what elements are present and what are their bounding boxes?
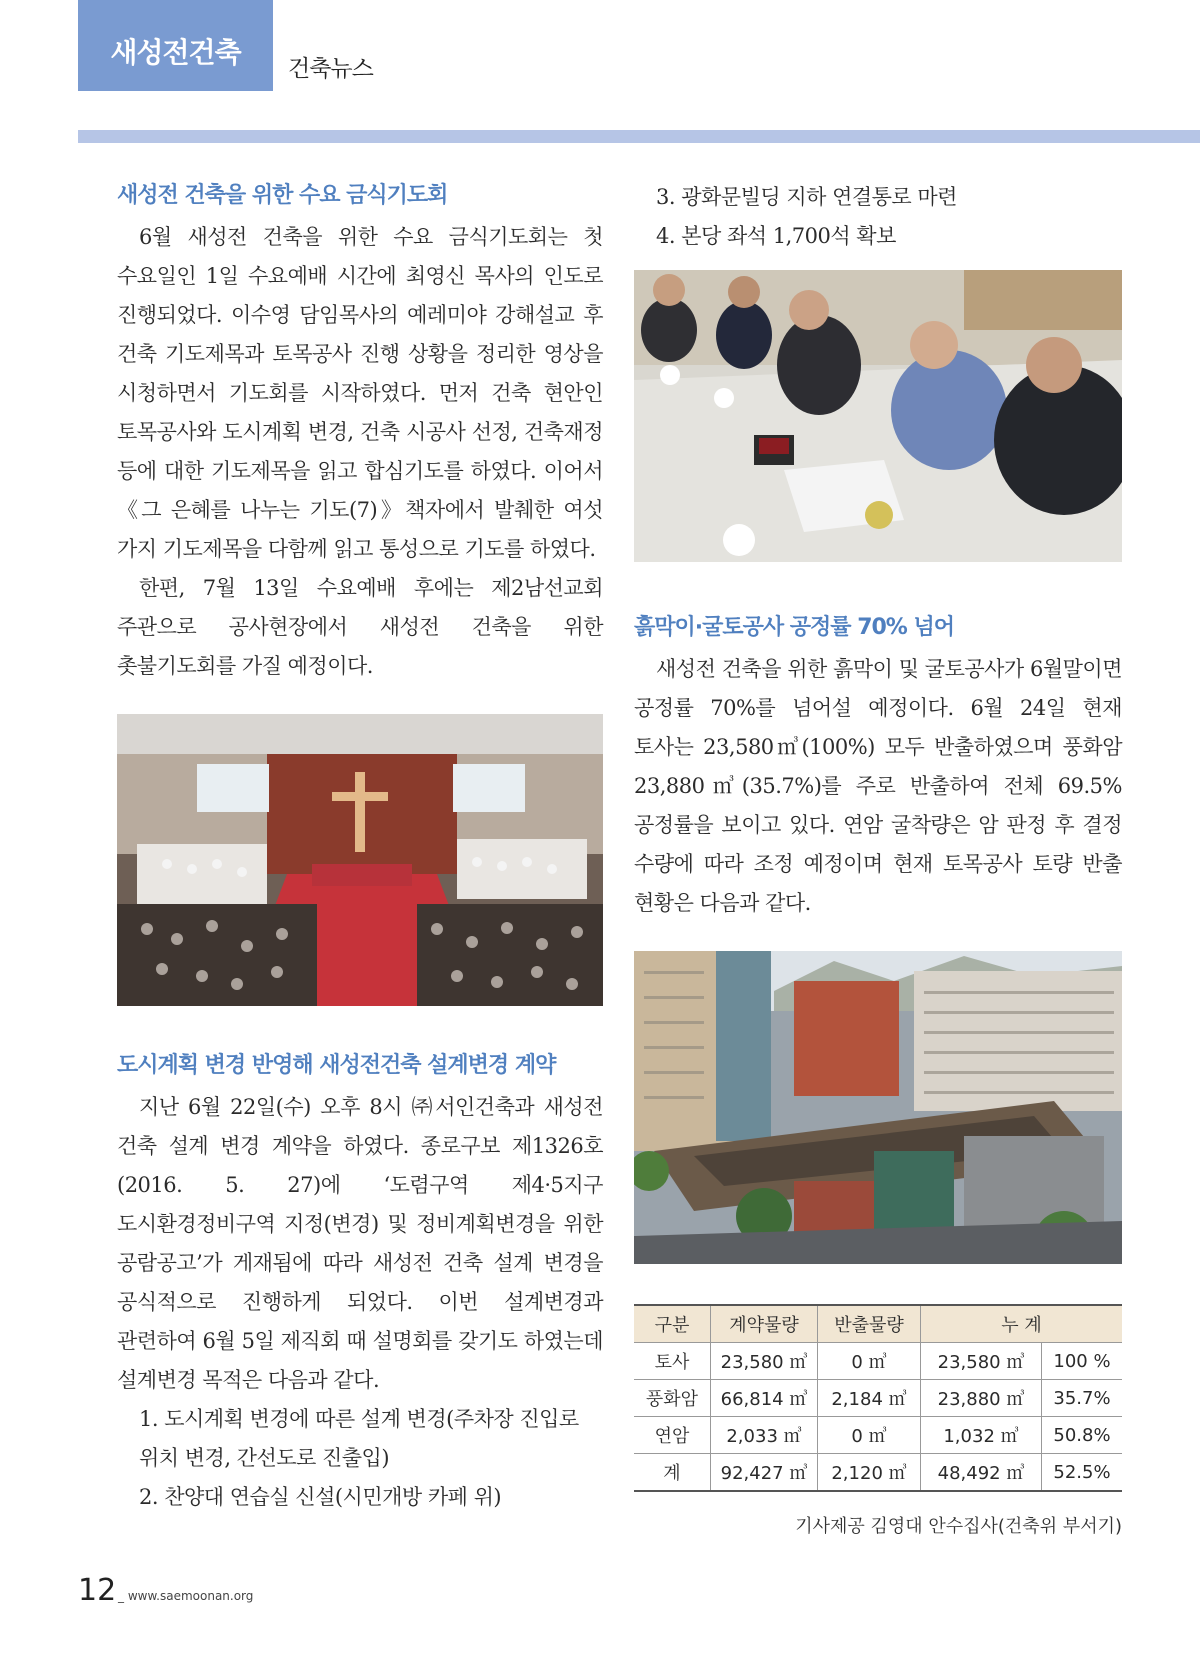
article1-paragraph: 한편, 7월 13일 수요예배 후에는 제2남선교회 주관으로 공사현장에서 새성전 건축을 위한 촛불기도회를 가질 예정이다. <box>117 576 603 678</box>
header-rule <box>78 130 1200 143</box>
page-number: 12 <box>78 1573 117 1608</box>
table-cell: 50.8% <box>1042 1417 1123 1454</box>
table-row <box>634 1454 1122 1492</box>
table-header: 구분 <box>634 1305 711 1343</box>
table-cell: 52.5% <box>1042 1454 1123 1492</box>
table-cell: 92,427 ㎥ <box>711 1454 818 1492</box>
table-header: 반출물량 <box>818 1305 921 1343</box>
table-cell: 풍화암 <box>634 1380 711 1417</box>
worship-service-photo <box>117 714 603 1006</box>
article3-heading: 흙막이·굴토공사 공정률 70% 넘어 <box>634 615 955 640</box>
right-column <box>634 178 1122 1492</box>
footer-url: _ www.saemoonan.org <box>118 1589 254 1603</box>
construction-site-photo <box>634 951 1122 1264</box>
table-cell: 연암 <box>634 1417 711 1454</box>
article2-list-item: 4. 본당 좌석 1,700석 확보 <box>656 224 896 248</box>
table-cell: 23,580 ㎥ <box>921 1343 1042 1380</box>
article2-list-item: 1. 도시계획 변경에 따른 설계 변경(주차장 진입로 위치 변경, 간선도로 진출입) <box>139 1407 579 1470</box>
table-cell: 23,580 ㎥ <box>711 1343 818 1380</box>
article1-heading: 새성전 건축을 위한 수요 금식기도회 <box>117 183 448 208</box>
article-credit: 기사제공 김영대 안수집사(건축위 부서기) <box>795 1516 1122 1537</box>
table-cell: 48,492 ㎥ <box>921 1454 1042 1492</box>
article2-heading: 도시계획 변경 반영해 새성전건축 설계변경 계약 <box>117 1053 556 1078</box>
table-header: 계약물량 <box>711 1305 818 1343</box>
table-cell: 계 <box>634 1454 711 1492</box>
table-cell: 1,032 ㎥ <box>921 1417 1042 1454</box>
table-cell: 2,033 ㎥ <box>711 1417 818 1454</box>
article2-list-item: 3. 광화문빌딩 지하 연결통로 마련 <box>656 185 957 209</box>
soil-removal-table <box>634 1304 1122 1492</box>
table-cell: 2,184 ㎥ <box>818 1380 921 1417</box>
table-header-row <box>634 1305 1122 1343</box>
left-column <box>117 178 603 1517</box>
meeting-photo <box>634 270 1122 562</box>
article2-paragraph: 지난 6월 22일(수) 오후 8시 ㈜서인건축과 새성전 건축 설계 변경 계약을 하였다. 종로구보 제1326호(2016. 5. 27)에 ‘도렴구역 제4·5지구 도시환경정비구역 지정(변경) 및 정비계획변경을 위한 공람공고’가 게재됨에 따라 새성전 건축 설계 변경을 공식적으로 진행하게 되었다. 이번 설계변경과 관련하여 6월 5일 제직회 때 설명회를 갖기도 하였는데 설계변경 목적은 다음과 같다. <box>117 1095 603 1392</box>
table-cell: 2,120 ㎥ <box>818 1454 921 1492</box>
table-cell: 0 ㎥ <box>818 1343 921 1380</box>
article1-paragraph: 6월 새성전 건축을 위한 수요 금식기도회는 첫 수요일인 1일 수요예배 시간에 최영신 목사의 인도로 진행되었다. 이수영 담임목사의 예레미야 강해설교 후 건축 기도제목과 토목공사 진행 상황을 정리한 영상을 시청하면서 기도회를 시작하였다. 먼저 건축 현안인 토목공사와 도시계획 변경, 건축 시공사 선정, 건축재정 등에 대한 기도제목을 읽고 합심기도를 하였다. 이어서《그 은혜를 나누는 기도(7)》책자에서 발췌한 여섯 가지 기도제목을 다함께 읽고 통성으로 기도를 하였다. <box>117 225 603 561</box>
article2-list-item: 2. 찬양대 연습실 신설(시민개방 카페 위) <box>139 1485 502 1509</box>
table-row <box>634 1417 1122 1454</box>
section-subtitle: 건축뉴스 <box>288 56 373 82</box>
table-row <box>634 1343 1122 1380</box>
table-cell: 23,880 ㎥ <box>921 1380 1042 1417</box>
table-cell: 0 ㎥ <box>818 1417 921 1454</box>
table-cell: 100 % <box>1042 1343 1123 1380</box>
table-row <box>634 1380 1122 1417</box>
table-cell: 토사 <box>634 1343 711 1380</box>
table-cell: 66,814 ㎥ <box>711 1380 818 1417</box>
article3-paragraph: 새성전 건축을 위한 흙막이 및 굴토공사가 6월말이면 공정률 70%를 넘어설 예정이다. 6월 24일 현재 토사는 23,580㎥(100%) 모두 반출하였으며 풍화암 23,880㎥(35.7%)를 주로 반출하여 전체 69.5% 공정률을 보이고 있다. 연암 굴착량은 암 판정 후 결정 수량에 따라 조정 예정이며 현재 토목공사 토량 반출 현황은 다음과 같다. <box>634 657 1122 915</box>
table-header: 누 계 <box>921 1305 1123 1343</box>
table-cell: 35.7% <box>1042 1380 1123 1417</box>
section-tab: 새성전건축 <box>78 0 273 91</box>
